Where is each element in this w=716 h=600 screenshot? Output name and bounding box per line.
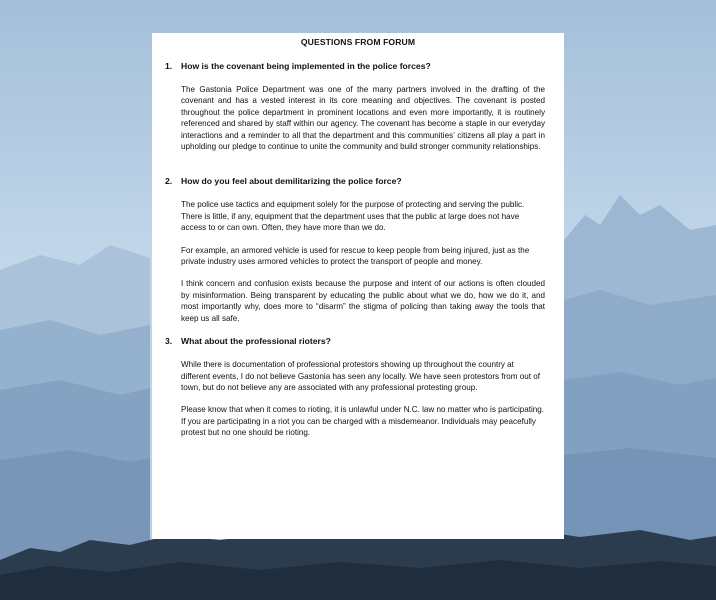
question-3-heading <box>152 336 564 347</box>
answer-paragraph: Please know that when it comes to rioting, it is unlawful under N.C. law no matter who is participating. If you are participating in a riot you can be charged with a misdemeanor. Individuals may peacefully protest but no one should be rioting. <box>181 405 545 438</box>
question-text: How do you feel about demilitarizing the police force? <box>181 176 402 187</box>
question-text: What about the professional rioters? <box>181 336 331 347</box>
answer-paragraph: For example, an armored vehicle is used for rescue to keep people from being injured, just as the private industry uses armored vehicles to protect the transport of people and money. <box>181 245 530 267</box>
question-1-heading <box>152 61 564 72</box>
answer-paragraph: The Gastonia Police Department was one of the many partners involved in the drafting of the covenant and has a vested interest in its core meaning and objectives. The covenant is posted throughout the police department in prominent locations and even more importantly, it is routinely referenced and shared by staff within our agency. The covenant has become a staple in our everyday interactions and a reminder to all that the department and this communities’ citizens all play a part in upholding our pledge to continue to unite the community and build stronger community relationships. <box>181 85 545 152</box>
question-text: How is the covenant being implemented in the police forces? <box>181 61 431 71</box>
document-page <box>152 33 564 539</box>
answer-paragraph: I think concern and confusion exists because the purpose and intent of our actions is often clouded by misinformation. Being transparent by educating the public about what we do, how we do it, and most importantly why, does more to “disarm” the stigma of policing than taking away the tools that keep us all safe. <box>181 279 545 323</box>
question-2-heading <box>152 176 564 187</box>
answer-paragraph: While there is documentation of professional protestors showing up throughout the country at different events, I do not believe Gastonia has seen any locally. We have seen protestors from out of town, but do not believe any are associated with any professional protesting group. <box>181 360 541 392</box>
question-number: 1. <box>165 61 173 71</box>
question-number: 2. <box>165 176 173 187</box>
question-number: 3. <box>165 336 173 347</box>
document-title: QUESTIONS FROM FORUM <box>300 37 416 47</box>
answer-paragraph: The police use tactics and equipment solely for the purpose of protecting and serving the public. There is little, if any, equipment that the department uses that the public at large does not have access to or can own. Often, they have more than we do. <box>181 200 525 233</box>
